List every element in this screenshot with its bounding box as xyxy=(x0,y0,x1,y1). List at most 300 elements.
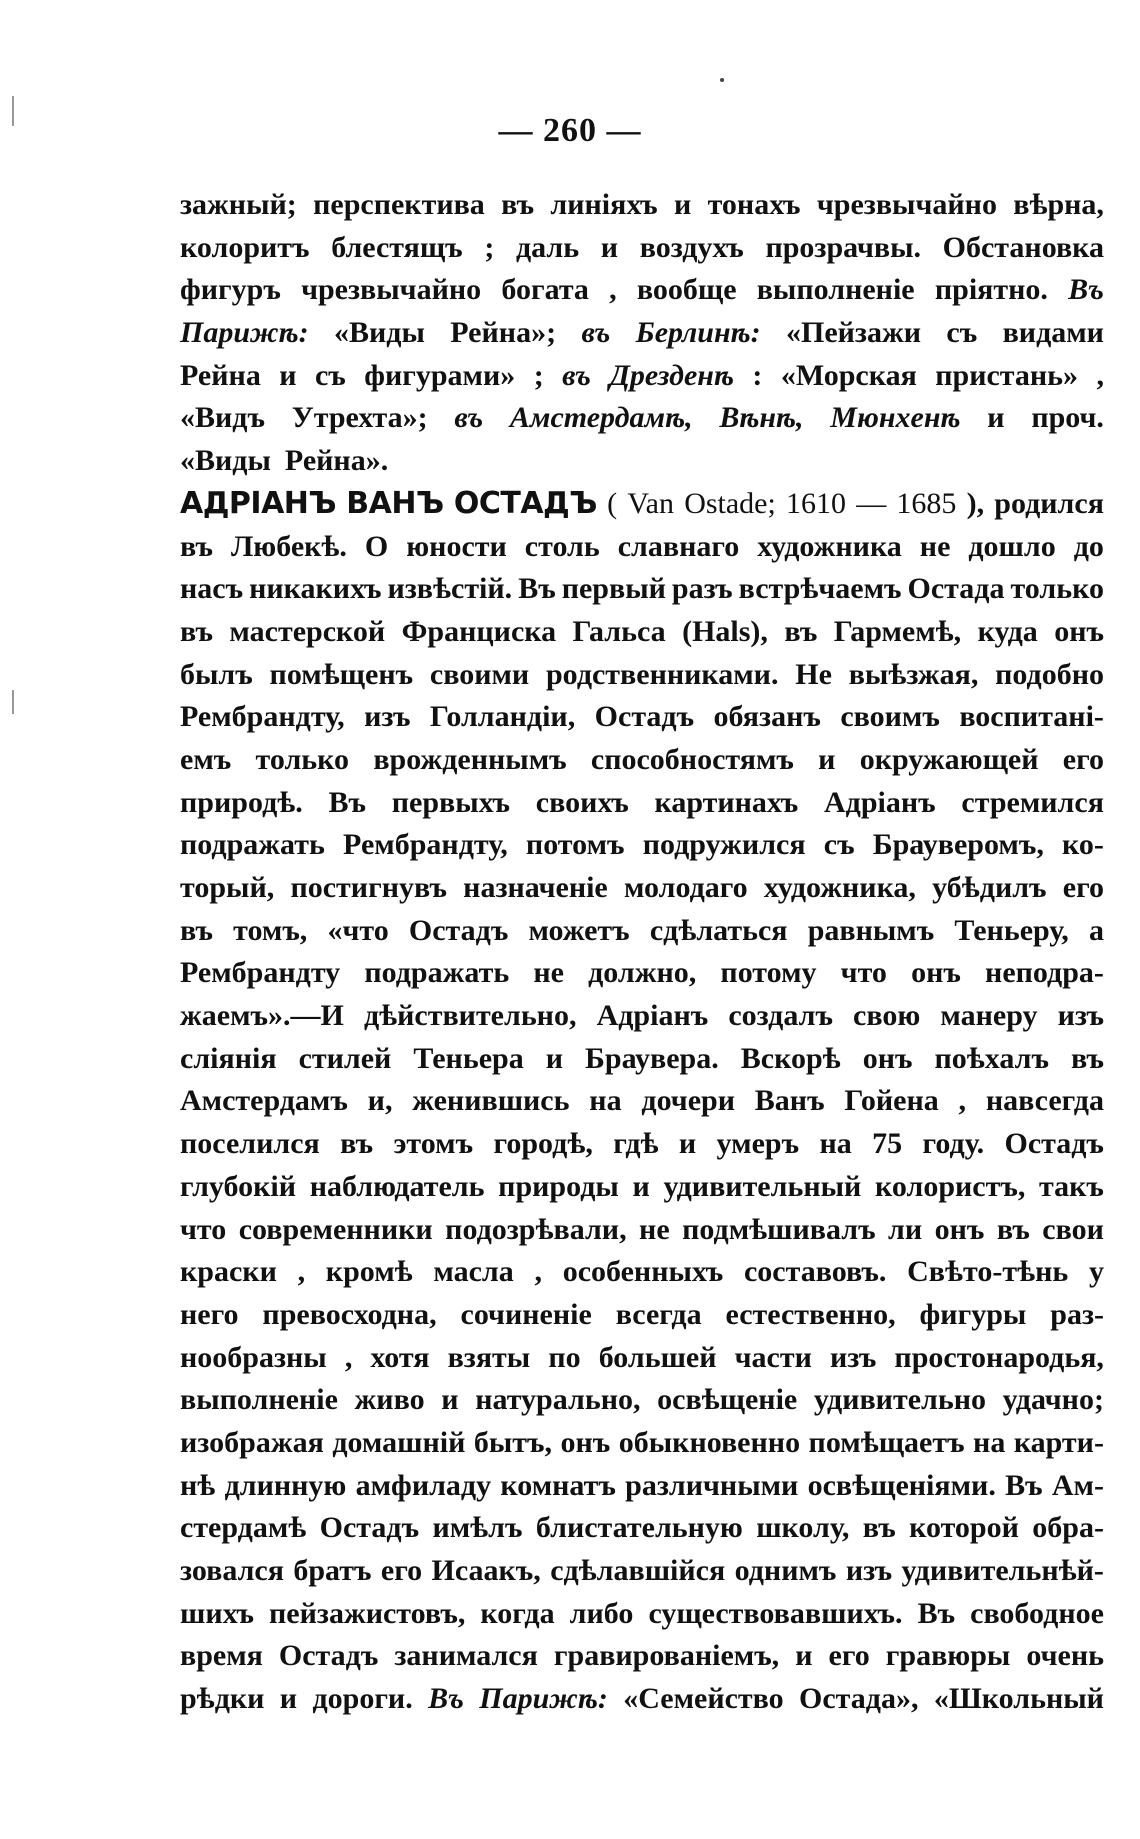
word: большей xyxy=(598,1340,717,1374)
word: подражать xyxy=(364,956,510,990)
text-line xyxy=(180,1465,1104,1508)
word: и xyxy=(600,230,619,264)
word: сліянія xyxy=(180,1041,277,1075)
text-line xyxy=(180,1038,1104,1081)
word: зажный; xyxy=(180,188,297,221)
word: емъ xyxy=(180,742,232,776)
word: можетъ xyxy=(528,913,630,947)
word: превосходна, xyxy=(262,1297,437,1331)
word: дочери xyxy=(641,1084,735,1118)
word: школу, xyxy=(756,1511,850,1545)
word: умеръ xyxy=(716,1127,800,1161)
text-line xyxy=(180,1635,1104,1678)
word: помѣщаетъ xyxy=(808,1425,965,1459)
word: 1610 xyxy=(786,486,847,520)
word: ко- xyxy=(1062,828,1104,862)
word: столь xyxy=(524,529,600,563)
word: Не xyxy=(795,657,832,691)
text-line xyxy=(180,355,1104,398)
word: фигуры xyxy=(919,1297,1027,1331)
word: взяты xyxy=(447,1340,531,1374)
word: Вѣнѣ, xyxy=(719,401,804,435)
word: сочиненіе xyxy=(460,1297,592,1331)
word: вообще xyxy=(636,273,737,307)
text-line xyxy=(180,1507,1104,1550)
word: изображая xyxy=(180,1425,324,1459)
word: и xyxy=(987,401,1005,435)
word: году. xyxy=(922,1127,985,1161)
word: не xyxy=(639,1212,670,1246)
word: художника, xyxy=(763,871,916,904)
word: пейзажистовъ, xyxy=(269,1596,466,1630)
word: на xyxy=(973,1425,1006,1459)
word: краски xyxy=(180,1255,277,1289)
text-line xyxy=(180,1080,1104,1123)
word: а xyxy=(1088,913,1104,947)
word: потому xyxy=(720,956,817,990)
word: ОСТАДЪ xyxy=(453,485,597,521)
word: Рембрандту, xyxy=(343,828,508,862)
word: славнаго xyxy=(617,529,740,563)
word: либо xyxy=(569,1596,634,1630)
word: различными xyxy=(625,1468,799,1502)
word: подозрѣвали, xyxy=(445,1212,627,1246)
word: его xyxy=(1062,871,1104,904)
word: «Морская xyxy=(780,358,917,392)
word: чрезвычайно xyxy=(301,273,482,307)
word: Рейна»; xyxy=(450,316,557,350)
word: фигуръ xyxy=(180,273,281,307)
word: художника xyxy=(757,529,902,563)
word: и xyxy=(673,188,692,221)
word: въ xyxy=(454,401,484,435)
word: , xyxy=(344,1340,353,1374)
word: въ xyxy=(180,913,213,947)
word: своими xyxy=(429,657,530,691)
word: и xyxy=(279,1682,298,1716)
word: простонародья, xyxy=(894,1340,1104,1374)
word: стремился xyxy=(961,785,1104,819)
word: Рембрандту, xyxy=(180,700,345,734)
word: онъ xyxy=(1054,614,1104,648)
text-line xyxy=(180,696,1104,739)
word: , xyxy=(297,1255,306,1289)
word: : xyxy=(752,358,763,392)
text-line xyxy=(180,1166,1104,1209)
word: картинахъ xyxy=(654,785,799,819)
word: Теньеру, xyxy=(954,913,1069,947)
word: этомъ xyxy=(393,1127,474,1161)
word: него xyxy=(180,1297,239,1331)
text-line xyxy=(180,1678,1104,1721)
word: ли xyxy=(888,1212,923,1246)
word: Адріанъ xyxy=(824,785,936,819)
text-line xyxy=(180,824,1104,867)
word: Дрезденѣ xyxy=(609,358,734,392)
word: помѣщенъ xyxy=(269,657,414,691)
word: никакихъ xyxy=(249,572,382,606)
word: очень xyxy=(1026,1639,1104,1673)
text-line xyxy=(180,1379,1104,1422)
word: потомъ xyxy=(525,828,625,862)
word: Остада xyxy=(907,572,1005,606)
body-text xyxy=(180,184,1104,1721)
text-line xyxy=(180,1593,1104,1636)
word: комнатъ xyxy=(500,1468,616,1502)
word: насъ xyxy=(180,572,244,606)
text-line xyxy=(180,1251,1104,1294)
word: Въ xyxy=(917,1596,956,1630)
word: окружающей xyxy=(859,742,1039,776)
word: не xyxy=(533,956,564,990)
word: обыкновенно xyxy=(618,1425,801,1459)
word: только xyxy=(1010,572,1104,606)
word: Остадъ xyxy=(594,700,695,734)
word: имѣлъ xyxy=(432,1511,523,1545)
word: занимался xyxy=(394,1639,538,1673)
word: родственниками. xyxy=(546,657,779,691)
word: томъ, xyxy=(233,913,308,947)
word: первыхъ xyxy=(391,785,511,819)
text-line xyxy=(180,184,1104,227)
word: тонахъ xyxy=(707,188,801,221)
word: съ xyxy=(946,316,978,350)
word: освѣщеніе xyxy=(657,1383,798,1417)
word: Свѣто-тѣнь xyxy=(907,1255,1069,1289)
word: Браувера. xyxy=(585,1041,719,1075)
word: обязанъ xyxy=(713,700,821,734)
word: поселился xyxy=(180,1127,320,1161)
word: навсегда xyxy=(985,1084,1104,1118)
word: на xyxy=(819,1127,852,1161)
word: «Виды xyxy=(180,444,271,478)
word: Адріанъ xyxy=(596,999,709,1033)
text-line xyxy=(180,1294,1104,1337)
word: молодаго xyxy=(623,871,748,904)
word: чрезвычайно xyxy=(816,188,997,221)
text-line xyxy=(180,269,1104,312)
text-line xyxy=(180,611,1104,654)
word: свои xyxy=(1042,1212,1104,1246)
word: «Пейзажи xyxy=(785,316,922,350)
word: въ xyxy=(996,1212,1030,1246)
word: воспитані- xyxy=(959,700,1104,734)
word: пристань» xyxy=(935,358,1079,392)
word: въ xyxy=(180,614,213,648)
word: колоритъ xyxy=(180,230,310,264)
word: изъ xyxy=(830,1340,877,1374)
word: Остадъ xyxy=(278,1639,379,1673)
word: выѣзжая, xyxy=(848,657,979,691)
word: Амстердамѣ, xyxy=(509,401,693,435)
word: онъ xyxy=(911,956,961,990)
word: зовался xyxy=(180,1554,284,1587)
word: Амстердамъ xyxy=(180,1084,348,1118)
word: натурально, xyxy=(475,1383,641,1417)
word: Обстановка xyxy=(942,230,1104,264)
word: блестящъ xyxy=(331,230,463,264)
text-line xyxy=(180,995,1104,1038)
word: гравюры xyxy=(885,1639,1011,1673)
word: съ xyxy=(314,358,346,392)
word: «Виды xyxy=(333,316,425,350)
word: дошло xyxy=(968,529,1056,563)
word: неподра- xyxy=(985,956,1104,990)
word: постигнувъ xyxy=(290,871,447,904)
word: Въ xyxy=(428,1682,464,1716)
word: 75 xyxy=(872,1127,903,1161)
word: свободное xyxy=(970,1596,1104,1630)
word: стилей xyxy=(298,1041,392,1075)
text-line xyxy=(180,397,1104,440)
word: домашній xyxy=(332,1425,466,1459)
word: онъ xyxy=(934,1212,985,1246)
word: куда xyxy=(977,614,1038,648)
word: существовавшихъ. xyxy=(648,1596,903,1630)
word: О xyxy=(364,529,389,563)
word: «что xyxy=(327,913,389,947)
text-line xyxy=(180,1550,1104,1593)
text-line xyxy=(180,910,1104,953)
word: , xyxy=(1096,358,1104,392)
word: создалъ xyxy=(728,999,833,1033)
word: равнымъ xyxy=(807,913,935,947)
text-line xyxy=(180,739,1104,782)
word: , xyxy=(534,1255,542,1289)
word: Утрехта»; xyxy=(291,401,428,435)
word: изъ xyxy=(1057,999,1104,1033)
text-line xyxy=(180,654,1104,697)
word: на xyxy=(589,1084,622,1118)
word: ( xyxy=(607,486,618,520)
text-line xyxy=(180,1337,1104,1380)
word: бытъ, xyxy=(473,1425,553,1459)
word: части xyxy=(734,1340,812,1374)
word: такъ xyxy=(1039,1169,1104,1203)
word: манеру xyxy=(940,999,1038,1033)
text-line xyxy=(180,1209,1104,1252)
word: освѣщеніями. xyxy=(807,1468,996,1502)
word: Вскорѣ xyxy=(740,1041,841,1075)
word: и xyxy=(545,1041,564,1075)
word: дороги. xyxy=(312,1682,413,1716)
word: длинную xyxy=(224,1468,347,1502)
text-line xyxy=(180,1422,1104,1465)
word: Голландіи, xyxy=(429,700,576,734)
text-line xyxy=(180,568,1104,611)
word: въ xyxy=(562,358,591,392)
word: въ xyxy=(862,1511,896,1545)
word: Въ xyxy=(518,572,556,606)
word: удивительно xyxy=(813,1383,986,1417)
word: АДРІАНЪ xyxy=(180,485,337,521)
word: Остадъ xyxy=(408,913,509,947)
word: только xyxy=(255,742,350,776)
word: и xyxy=(818,742,836,776)
word: , xyxy=(958,1084,967,1118)
word: родился xyxy=(994,486,1104,520)
ink-speck xyxy=(720,78,724,82)
word: и xyxy=(632,1169,650,1203)
word: не xyxy=(919,529,951,563)
word: глубокій xyxy=(180,1169,297,1203)
word: перспектива xyxy=(313,188,485,221)
word: Франциска xyxy=(401,614,557,648)
word: проч. xyxy=(1031,401,1104,435)
word: стердамѣ xyxy=(180,1511,307,1545)
word: своихъ xyxy=(535,785,629,819)
word: ; xyxy=(533,358,544,392)
word: хотя xyxy=(370,1340,430,1374)
word: подражать xyxy=(180,828,325,862)
word: (Hals), xyxy=(682,614,768,648)
word: карти- xyxy=(1013,1425,1104,1459)
word: должно, xyxy=(588,956,697,990)
word: Исаакъ, xyxy=(431,1554,541,1587)
word: и xyxy=(441,1383,459,1417)
word: «Школьный xyxy=(933,1682,1104,1716)
word: гравированіемъ, xyxy=(553,1639,780,1673)
text-line xyxy=(180,312,1104,355)
word: раз- xyxy=(1050,1297,1104,1331)
word: ВАНЪ xyxy=(346,485,444,521)
word: Van xyxy=(627,486,674,520)
word: въ xyxy=(501,188,535,221)
text-line xyxy=(180,1123,1104,1166)
word: юности xyxy=(406,529,507,563)
word: удивительный xyxy=(663,1169,862,1203)
text-line xyxy=(180,483,1104,526)
word: и xyxy=(795,1639,813,1673)
word: что xyxy=(840,956,887,990)
word: пріятно. xyxy=(934,273,1048,307)
word: онъ xyxy=(862,1041,913,1075)
word: былъ xyxy=(180,657,253,691)
word: Берлинѣ: xyxy=(635,316,761,350)
word: богата xyxy=(501,273,589,307)
word: время xyxy=(180,1639,263,1673)
word: подмѣшивалъ xyxy=(682,1212,876,1246)
margin-mark xyxy=(12,690,14,714)
word: Ostade; xyxy=(684,486,776,520)
word: изъ xyxy=(845,1554,893,1587)
word: ), xyxy=(966,486,985,520)
word: въ xyxy=(1070,1041,1104,1075)
word: его xyxy=(828,1639,870,1673)
word: , xyxy=(609,273,617,307)
word: Мюнхенѣ xyxy=(830,401,961,435)
text-line xyxy=(180,782,1104,825)
page-number: — 260 — xyxy=(498,112,642,149)
word: Въ xyxy=(328,785,367,819)
word: Рембрандту xyxy=(180,956,341,990)
word: выполненіе xyxy=(180,1383,338,1417)
word: нообразны xyxy=(180,1340,327,1374)
word: воздухъ xyxy=(639,230,744,264)
word: прозрачвы. xyxy=(765,230,921,264)
word: назначеніе xyxy=(463,871,608,904)
word: своимъ xyxy=(840,700,940,734)
word: его xyxy=(1062,742,1104,776)
word: что xyxy=(180,1212,227,1246)
word: первый xyxy=(561,572,666,606)
word: врожденнымъ xyxy=(373,742,567,776)
word: удачно; xyxy=(1002,1383,1104,1417)
word: всегда xyxy=(615,1297,702,1331)
word: мастерской xyxy=(229,614,386,648)
word: нѣ xyxy=(180,1468,216,1502)
word: Парижѣ: xyxy=(479,1682,608,1716)
text-line xyxy=(180,526,1104,569)
word: Брауверомъ, xyxy=(872,828,1044,862)
word: обра- xyxy=(1032,1511,1104,1545)
word: естественно, xyxy=(725,1297,896,1331)
text-line xyxy=(180,952,1104,995)
word: жаемъ».—И xyxy=(180,999,344,1033)
word: Рейна». xyxy=(284,444,389,478)
word: ; xyxy=(484,230,495,264)
word: природы xyxy=(498,1169,619,1203)
word: Гойена xyxy=(844,1084,939,1118)
word: Рейна xyxy=(180,358,261,392)
word: сдѣлаться xyxy=(649,913,788,947)
word: въ xyxy=(180,529,213,563)
word: братъ xyxy=(293,1554,372,1587)
text-line xyxy=(180,867,1104,910)
word: «Видъ xyxy=(180,401,265,435)
word: и xyxy=(678,1127,697,1161)
word: изъ xyxy=(364,700,411,734)
word: Остадъ xyxy=(1004,1127,1104,1161)
word: встрѣчаемъ xyxy=(738,572,902,606)
word: линіяхъ xyxy=(550,188,658,221)
word: Ам- xyxy=(1051,1468,1104,1502)
word: извѣстій. xyxy=(387,572,513,606)
word: шихъ xyxy=(180,1596,254,1630)
word: его xyxy=(380,1554,423,1587)
word: способностямъ xyxy=(590,742,794,776)
word: видами xyxy=(1002,316,1104,350)
word: женившись xyxy=(412,1084,570,1118)
word: однимъ xyxy=(734,1554,837,1587)
word: по xyxy=(548,1340,581,1374)
word: составовъ. xyxy=(743,1255,887,1289)
word: свою xyxy=(853,999,921,1033)
word: городѣ, xyxy=(493,1127,593,1161)
word: разъ xyxy=(671,572,733,606)
word: удивительнѣй- xyxy=(901,1554,1104,1587)
word: даль xyxy=(515,230,580,264)
word: въ xyxy=(581,316,611,350)
word: сдѣлавшійся xyxy=(550,1554,726,1587)
word: Теньера xyxy=(413,1041,524,1075)
word: Ванъ xyxy=(754,1084,825,1118)
word: подобно xyxy=(995,657,1104,691)
word: дѣйствительно, xyxy=(363,999,577,1033)
word: современники xyxy=(238,1212,433,1246)
word: природѣ. xyxy=(180,785,303,819)
word: 1685 xyxy=(896,486,957,520)
word: гдѣ xyxy=(613,1127,659,1161)
word: Гармемѣ, xyxy=(833,614,962,648)
word: особенныхъ xyxy=(562,1255,724,1289)
word: которой xyxy=(909,1511,1019,1545)
word: Въ xyxy=(1005,1468,1043,1502)
word: Гальса xyxy=(572,614,666,648)
word: наблюдатель xyxy=(309,1169,485,1203)
word: у xyxy=(1088,1255,1104,1289)
word: въ xyxy=(784,614,818,648)
